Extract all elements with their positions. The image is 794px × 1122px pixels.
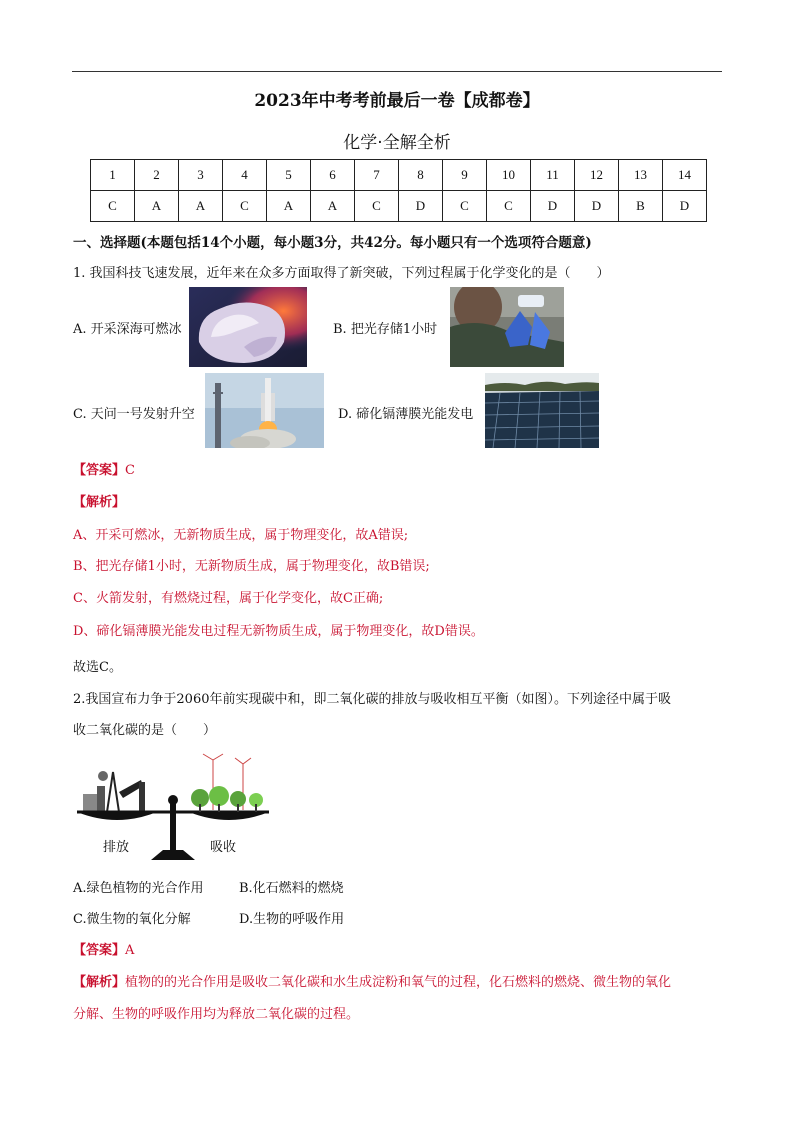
q1-option-d: D. 碲化镉薄膜光能发电 (338, 407, 474, 422)
question-number-cell: 14 (663, 160, 707, 191)
rocket-launch-photo (205, 373, 324, 448)
question-number-cell: 7 (355, 160, 399, 191)
answer-cell: C (355, 191, 399, 222)
combustible-ice-photo (189, 287, 307, 367)
question-number-cell: 12 (575, 160, 619, 191)
q2-stem-line2: 收二氧化碳的是（ ） (73, 723, 217, 738)
answer-cell: D (663, 191, 707, 222)
question-number-cell: 11 (531, 160, 575, 191)
q2-analysis-line2: 分解、生物的呼吸作用均为释放二氧化碳的过程。 (73, 1007, 360, 1022)
q1-answer: 【答案】C (73, 463, 135, 478)
exam-subtitle: 化学·全解全析 (343, 133, 451, 153)
answer-cell: A (311, 191, 355, 222)
q1-analysis-line: C、火箭发射，有燃烧过程，属于化学变化，故C正确; (73, 591, 384, 606)
header-rule (72, 71, 722, 72)
q2-option-d: D.生物的呼吸作用 (239, 912, 345, 927)
answer-cell: A (267, 191, 311, 222)
answer-cell: C (487, 191, 531, 222)
question-number-cell: 5 (267, 160, 311, 191)
question-number-cell: 10 (487, 160, 531, 191)
question-number-cell: 9 (443, 160, 487, 191)
answer-cell: A (135, 191, 179, 222)
q1-conclusion: 故选C。 (73, 660, 122, 675)
section-heading: 一、选择题(本题包括14个小题，每小题3分，共42分。每小题只有一个选项符合题意) (73, 235, 592, 251)
question-number-cell: 13 (619, 160, 663, 191)
answer-cell: D (575, 191, 619, 222)
exam-title: 2023年中考考前最后一卷【成都卷】 (254, 91, 540, 111)
answer-cell: C (91, 191, 135, 222)
question-number-cell: 8 (399, 160, 443, 191)
question-number-cell: 6 (311, 160, 355, 191)
answer-cell: D (531, 191, 575, 222)
answer-cell: C (443, 191, 487, 222)
question-number-cell: 3 (179, 160, 223, 191)
q2-analysis-line1: 【解析】植物的的光合作用是吸收二氧化碳和水生成淀粉和氧气的过程，化石燃料的燃烧、微生物的氧化 (73, 975, 672, 990)
q1-analysis-label: 【解析】 (73, 495, 126, 510)
q1-analysis-line: D、碲化镉薄膜光能发电过程无新物质生成，属于物理变化，故D错误。 (73, 624, 484, 639)
answer-cell: C (223, 191, 267, 222)
carbon-balance-figure (73, 752, 273, 864)
light-storage-photo (450, 287, 564, 367)
figure-label-absorption: 吸收 (210, 840, 237, 855)
question-number-cell: 1 (91, 160, 135, 191)
q2-option-b: B.化石燃料的燃烧 (239, 881, 344, 896)
answer-cell: B (619, 191, 663, 222)
answer-key-number-row (91, 160, 707, 191)
answer-cell: A (179, 191, 223, 222)
q1-stem: 1. 我国科技飞速发展，近年来在众多方面取得了新突破，下列过程属于化学变化的是（ ） (73, 266, 610, 281)
q1-analysis-line: B、把光存储1小时，无新物质生成，属于物理变化，故B错误; (73, 559, 430, 574)
question-number-cell: 4 (223, 160, 267, 191)
answer-key-answer-row (91, 191, 707, 222)
answer-cell: D (399, 191, 443, 222)
q1-analysis-line: A、开采可燃冰，无新物质生成，属于物理变化，故A错误; (73, 528, 409, 543)
solar-panel-photo (485, 373, 599, 448)
q2-option-c: C.微生物的氧化分解 (73, 912, 191, 927)
q2-stem-line1: 2.我国宣布力争于2060年前实现碳中和，即二氧化碳的排放与吸收相互平衡（如图）。下列途径中属于吸 (73, 692, 671, 707)
q2-answer: 【答案】A (73, 943, 135, 958)
question-number-cell: 2 (135, 160, 179, 191)
q1-option-b: B. 把光存储1小时 (333, 322, 438, 337)
answer-key-table (90, 159, 707, 222)
q2-option-a: A.绿色植物的光合作用 (73, 881, 204, 896)
q1-option-a: A. 开采深海可燃冰 (73, 322, 182, 337)
q1-option-c: C. 天问一号发射升空 (73, 407, 195, 422)
figure-label-emission: 排放 (103, 840, 130, 855)
